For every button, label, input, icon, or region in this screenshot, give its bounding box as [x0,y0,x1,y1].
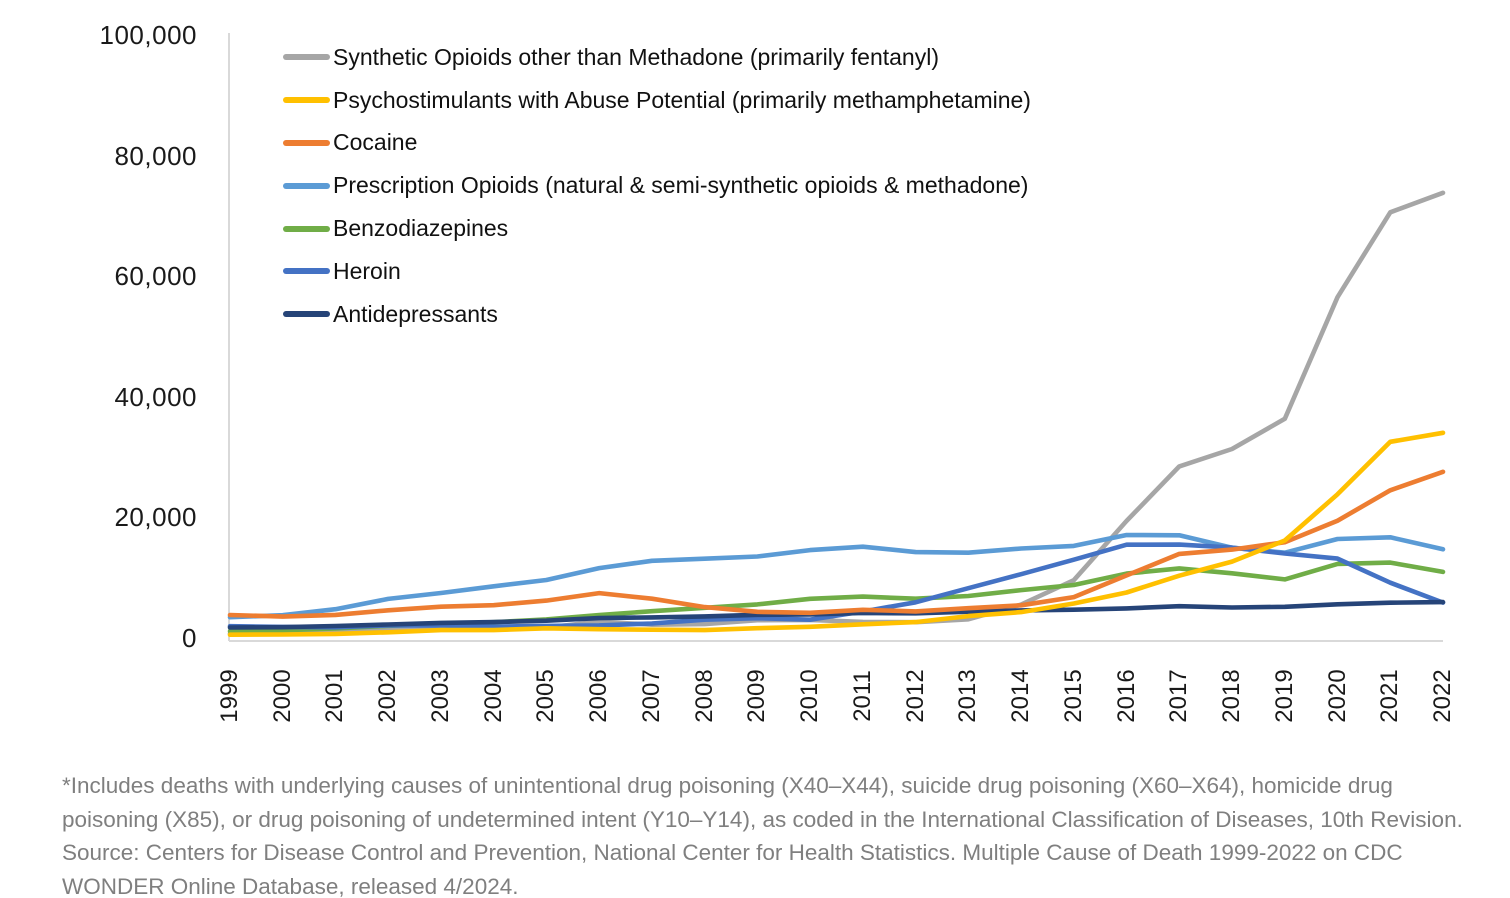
legend-swatch-antidepressants [283,311,330,317]
x-axis-tick-label: 2014 [1007,669,1035,723]
legend-swatch-psychostimulants [283,97,330,103]
x-axis-tick-label: 2018 [1218,669,1246,723]
legend-item-cocaine [283,122,1031,165]
x-axis-tick-label: 2010 [796,669,824,723]
x-axis-tick-label: 2009 [743,669,771,723]
legend-swatch-synthetic-opioids [283,54,330,60]
legend-label: Heroin [333,257,401,284]
x-axis-tick-label: 2000 [268,669,296,723]
legend-label: Cocaine [333,129,418,156]
legend-swatch-cocaine [283,140,330,146]
legend-item-psychostimulants [283,79,1031,122]
legend-swatch-prescription-opioids [283,183,330,189]
x-axis-tick-label: 2016 [1112,669,1140,723]
footnote-line: *Includes deaths with underlying causes of unintentional drug poisoning (X40–X44), suicide drug poisoning (X60–X64), homicide drug [62,773,1393,798]
x-axis-tick-label: 2019 [1270,669,1298,723]
legend [283,36,1031,336]
y-axis-tick-label: 100,000 [99,20,197,50]
x-axis-tick-label: 2004 [479,669,507,723]
x-axis-tick-label: 2006 [585,669,613,723]
x-axis-tick-label: 2020 [1323,669,1351,723]
x-axis-tick-label: 2002 [374,669,402,723]
legend-item-benzodiazepines [283,207,1031,250]
x-axis-tick-label: 2021 [1376,669,1404,723]
x-axis-tick-label: 2015 [1059,669,1087,723]
legend-item-antidepressants [283,293,1031,336]
legend-label: Prescription Opioids (natural & semi-synthetic opioids & methadone) [333,172,1029,199]
x-axis-tick-label: 1999 [216,669,243,723]
x-axis-tick-label: 2017 [1165,669,1193,723]
x-axis-tick-label: 2007 [637,669,665,723]
footnote-line: WONDER Online Database, released 4/2024. [62,874,519,898]
y-axis-tick-label: 20,000 [114,502,197,533]
y-axis-tick-label: 40,000 [114,381,197,412]
footnote-line: poisoning (X85), or drug poisoning of undetermined intent (Y10–Y14), as coded in the International Classification of Diseases, 10th Revision. [62,806,1463,832]
legend-item-synthetic-opioids [283,36,1031,79]
x-axis-tick-label: 2011 [848,670,876,722]
x-axis-tick-label: 2013 [954,669,982,723]
legend-swatch-benzodiazepines [283,226,330,232]
x-axis-tick-label: 2008 [690,669,718,723]
x-axis-tick-label: 2001 [321,669,349,723]
x-axis-tick-label: 2022 [1429,669,1456,723]
legend-item-prescription-opioids [283,164,1031,207]
legend-item-heroin [283,250,1031,293]
legend-label: Psychostimulants with Abuse Potential (primarily methamphetamine) [333,86,1031,113]
x-axis-tick-label: 2003 [426,669,454,723]
legend-swatch-heroin [283,268,330,274]
legend-label: Antidepressants [333,300,498,327]
legend-label: Benzodiazepines [333,215,509,242]
y-axis-tick-label: 0 [182,623,197,653]
footnote [62,769,1482,898]
y-axis-tick-label: 80,000 [114,140,197,171]
x-axis-tick-label: 2012 [901,669,929,723]
chart-line-psychostimulants [230,433,1443,635]
legend-label: Synthetic Opioids other than Methadone (primarily fentanyl) [333,43,939,70]
x-axis-tick-label: 2005 [532,669,560,723]
y-axis-tick-label: 60,000 [114,261,197,292]
footnote-line: Source: Centers for Disease Control and Prevention, National Center for Health Statistics. Multiple Cause of Death 1999-2022 on CDC [62,840,1403,866]
